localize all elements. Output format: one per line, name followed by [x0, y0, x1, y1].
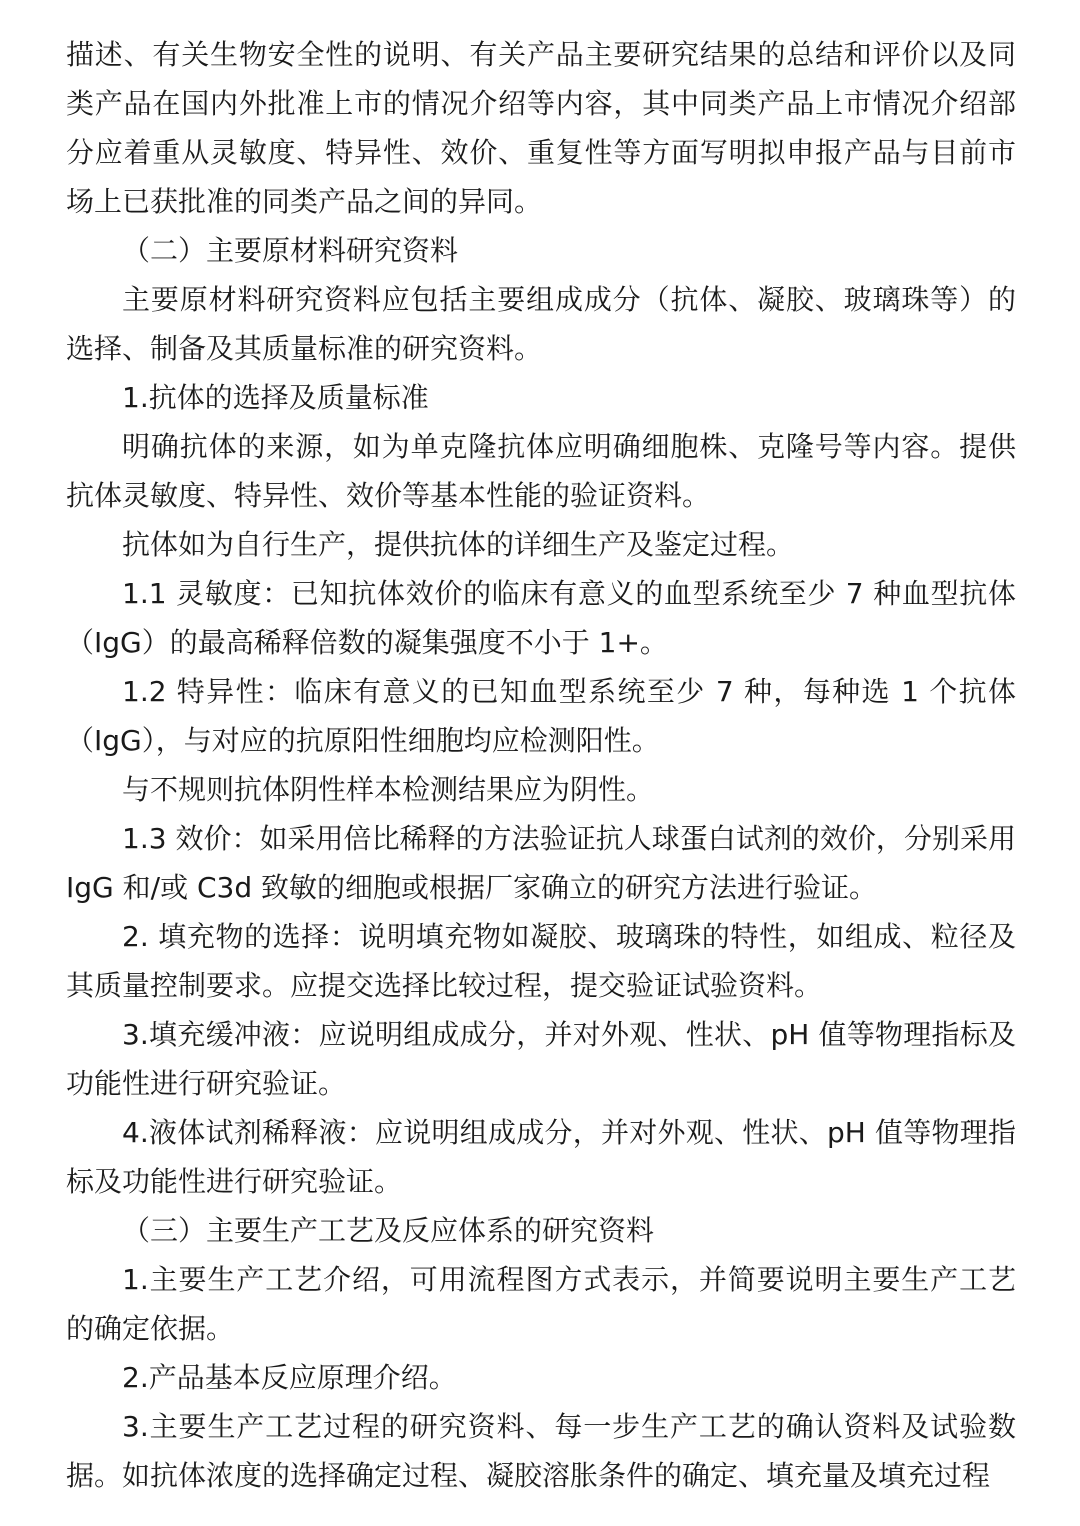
document-page	[66, 30, 1016, 1500]
paragraph-titer: 1.3 效价：如采用倍比稀释的方法验证抗人球蛋白试剂的效价，分别采用 IgG 和/或 C3d 致敏的细胞或根据厂家确立的研究方法进行验证。	[66, 822, 1016, 904]
paragraph-sensitivity: 1.1 灵敏度：已知抗体效价的临床有意义的血型系统至少 7 种血型抗体（IgG）的最高稀释倍数的凝集强度不小于 1+。	[66, 577, 1016, 659]
subheading-antibody-selection: 1.抗体的选择及质量标准	[122, 381, 429, 414]
section-heading-production-process: （三）主要生产工艺及反应体系的研究资料	[122, 1214, 655, 1247]
paragraph-negative-sample: 与不规则抗体阴性样本检测结果应为阴性。	[122, 773, 655, 806]
paragraph-process-research: 3.主要生产工艺过程的研究资料、每一步生产工艺的确认资料及试验数据。如抗体浓度的选择确定过程、凝胶溶胀条件的确定、填充量及填充过程	[66, 1410, 1016, 1492]
paragraph-intro-continuation: 描述、有关生物安全性的说明、有关产品主要研究结果的总结和评价以及同类产品在国内外批准上市的情况介绍等内容，其中同类产品上市情况介绍部分应着重从灵敏度、特异性、效价、重复性等方面写明拟申报产品与目前市场上已获批准的同类产品之间的异同。	[66, 38, 1016, 218]
paragraph-raw-materials: 主要原材料研究资料应包括主要组成成分（抗体、凝胶、玻璃珠等）的选择、制备及其质量标准的研究资料。	[66, 283, 1016, 365]
paragraph-process-intro: 1.主要生产工艺介绍，可用流程图方式表示，并简要说明主要生产工艺的确定依据。	[66, 1263, 1016, 1345]
section-heading-raw-materials: （二）主要原材料研究资料	[122, 234, 459, 267]
paragraph-specificity: 1.2 特异性：临床有意义的已知血型系统至少 7 种，每种选 1 个抗体（IgG），与对应的抗原阳性细胞均应检测阳性。	[66, 675, 1016, 757]
paragraph-antibody-source: 明确抗体的来源，如为单克隆抗体应明确细胞株、克隆号等内容。提供抗体灵敏度、特异性、效价等基本性能的验证资料。	[66, 430, 1016, 512]
paragraph-filler-selection: 2. 填充物的选择：说明填充物如凝胶、玻璃珠的特性，如组成、粒径及其质量控制要求。应提交选择比较过程，提交验证试验资料。	[66, 920, 1016, 1002]
paragraph-filler-buffer: 3.填充缓冲液：应说明组成成分，并对外观、性状、pH 值等物理指标及功能性进行研究验证。	[66, 1018, 1016, 1100]
paragraph-reaction-principle: 2.产品基本反应原理介绍。	[122, 1361, 457, 1394]
paragraph-antibody-self-produced: 抗体如为自行生产，提供抗体的详细生产及鉴定过程。	[122, 528, 795, 561]
paragraph-liquid-diluent: 4.液体试剂稀释液：应说明组成成分，并对外观、性状、pH 值等物理指标及功能性进行研究验证。	[66, 1116, 1016, 1198]
